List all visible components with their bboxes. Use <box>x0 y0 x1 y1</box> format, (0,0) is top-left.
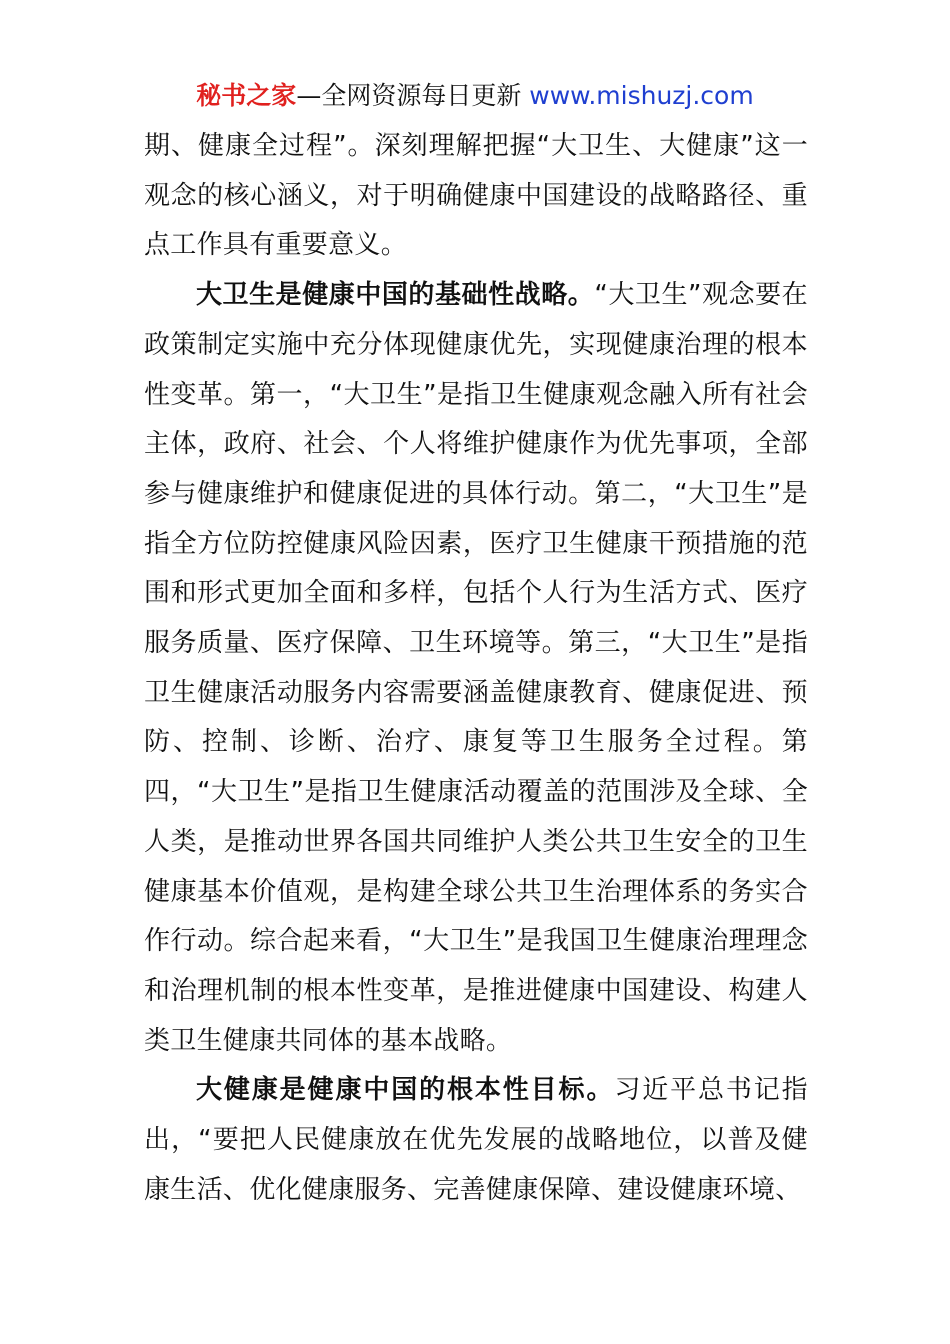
paragraph-text: 期、健康全过程”。深刻理解把握“大卫生、大健康”这一观念的核心涵义，对于明确健康中国建设的战略路径、重点工作具有重要意义。 <box>144 131 808 261</box>
site-header <box>0 78 950 114</box>
site-url-link[interactable]: www.mishuzj.com <box>529 81 754 110</box>
paragraph-big-hygiene <box>144 271 808 1066</box>
site-tagline: —全网资源每日更新 <box>296 81 522 110</box>
paragraph-lead-heading: 大健康是健康中国的根本性目标。 <box>196 1075 615 1106</box>
paragraph-big-health <box>144 1066 808 1215</box>
paragraph-lead-heading: 大卫生是健康中国的基础性战略。 <box>196 280 595 311</box>
site-brand: 秘书之家 <box>196 81 297 110</box>
paragraph-text: “大卫生”观念要在政策制定实施中充分体现健康优先，实现健康治理的根本性变革。第一，“大卫生”是指卫生健康观念融入所有社会主体，政府、社会、个人将维护健康作为优先事项，全部参与健康维护和健康促进的具体行动。第二，“大卫生”是指全方位防控健康风险因素，医疗卫生健康干预措施的范围和形式更加全面和多样，包括个人行为生活方式、医疗服务质量、医疗保障、卫生环境等。第三，“大卫生”是指卫生健康活动服务内容需要涵盖健康教育、健康促进、预防、控制、诊断、治疗、康复等卫生服务全过程。第四，“大卫生”是指卫生健康活动覆盖的范围涉及全球、全人类，是推动世界各国共同维护人类公共卫生安全的卫生健康基本价值观，是构建全球公共卫生治理体系的务实合作行动。综合起来看，“大卫生”是我国卫生健康治理理念和治理机制的根本性变革，是推进健康中国建设、构建人类卫生健康共同体的基本战略。 <box>144 280 808 1056</box>
paragraph-continuation <box>144 122 808 271</box>
paragraph-text: 习近平总书记指出，“要把人民健康放在优先发展的战略地位，以普及健康生活、优化健康服务、完善健康保障、建设健康环境、 <box>144 1075 808 1205</box>
document-body <box>144 122 808 1215</box>
